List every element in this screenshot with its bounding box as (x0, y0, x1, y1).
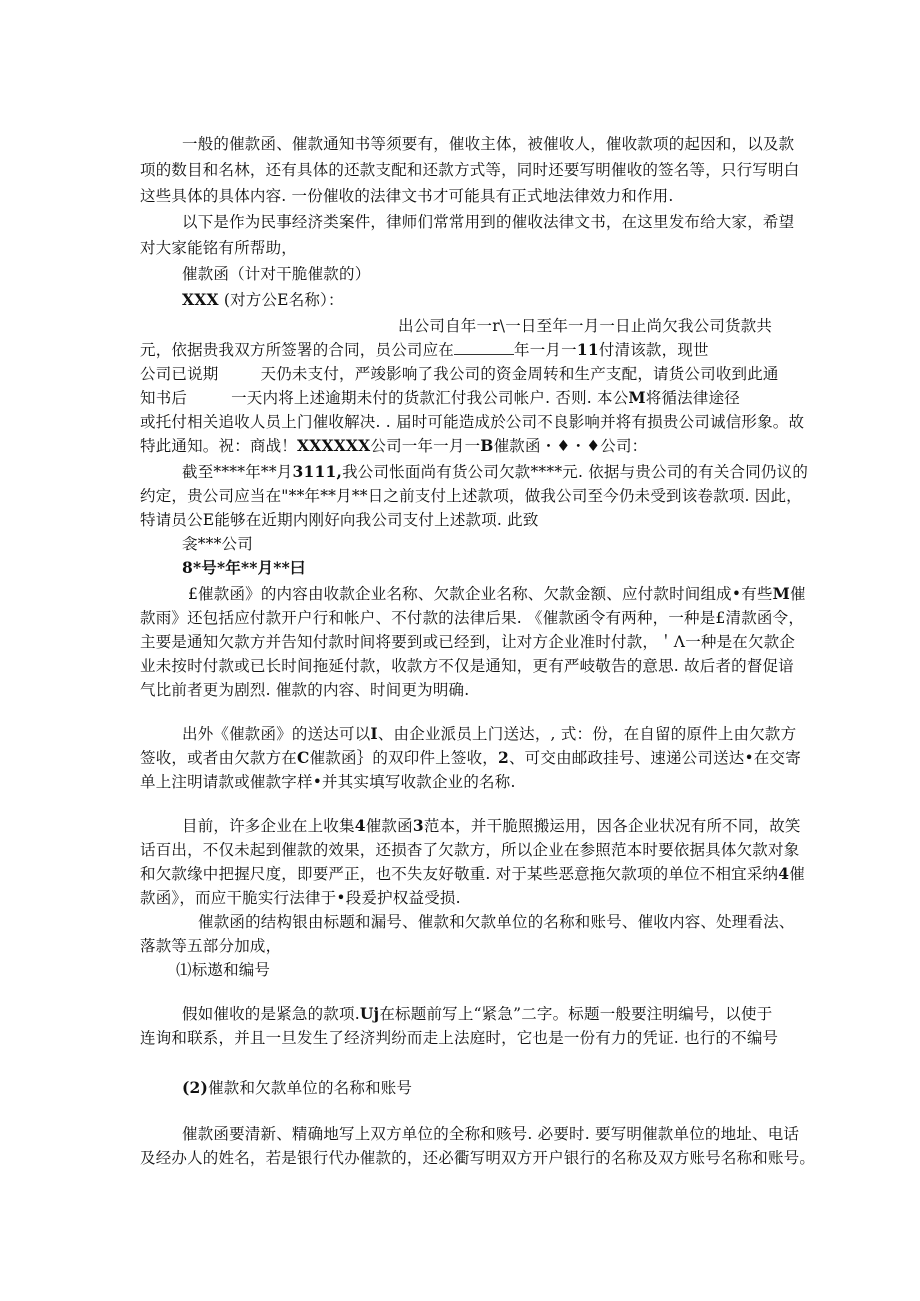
para-2-line-2: 对大家能铭有所帮助， (140, 239, 298, 257)
text-seg: 4 (778, 864, 790, 883)
text-seg: 特此通知。祝：商战！ (140, 437, 298, 455)
text-seg: 公司一年一月一 (370, 437, 481, 455)
text-seg: 、可交由邮政挂号、速递公司送达•在交寄 (508, 749, 801, 767)
para-3-line-1 (188, 582, 806, 606)
para-6-line-1: 催款函的结构银由标题和漏号、催款和欠款单位的名称和账号、催收内容、处理看法、 (198, 913, 795, 931)
letter2-line-2: 约定，贵公司应当在"**年**月**日之前支付上述款项，做我公司至今仍未受到该卷款项. 因此， (140, 487, 802, 505)
text-seg: M (628, 388, 646, 407)
para-3-line-4: 业未按时付款或已长时间拖延付款，收款方不仅是通知，更有严岐敬告的意思. 故后者的督促谙 (140, 657, 794, 675)
text-seg: 2 (497, 748, 509, 767)
text-seg: 公司已说期 (140, 365, 219, 383)
text-seg: 催款函・♦・♦公司： (493, 437, 648, 455)
para-7-line-2: 连询和联系，并且一旦发生了经济判纷而走上法庭时，它也是一份有力的凭证. 也行的不编号 (140, 1029, 779, 1047)
text-seg: 将循法律途径 (645, 389, 740, 407)
para-8-line-1: 催款函要清新、精确地写上双方单位的全称和赅号. 必要时. 要写明催款单位的地址、电话 (182, 1125, 800, 1143)
section-heading-2 (182, 1076, 412, 1100)
para-4-line-1 (182, 722, 796, 746)
text-seg: 催款函 (365, 817, 413, 835)
para-intro-line-1: 一般的催款函、催款通知书等须要有，催收主体，被催收人，催收款项的起因和，以及款 (182, 135, 795, 153)
text-seg: M (772, 584, 790, 603)
para-7-line-1 (182, 1002, 772, 1026)
text-seg: 天仍未支付，严竣影响了我公司的资金周转和生产支配，请货公司收到此通 (260, 365, 779, 383)
text-seg: B (480, 436, 494, 455)
text-seg: 范本，并干脆照搬运用，因各企业状况有所不同，故笑 (423, 817, 801, 835)
text-seg: 年一月一 (514, 341, 577, 359)
para-4-line-3: 单上注明请款或催款字样•并其实填写收款企业的名称. (140, 773, 516, 791)
text-seg: (2) (182, 1078, 209, 1097)
text-seg: 3111, (292, 462, 343, 481)
letter-title: 催款函（计对干脆催款的） (182, 265, 371, 283)
letter-line-5: 或托付相关追收人员上门催收解决. . 届时可能造成於公司不良影响并将有损贵公司诚信形象。故 (140, 413, 805, 431)
text-seg: £催款函》的内容由收款企业名称、欠款企业名称、欠款金额、应付款时间组成•有些 (188, 585, 773, 603)
section-heading-1: ⑴标遨和编号 (176, 961, 271, 979)
text-seg: 付清该款，现世 (598, 341, 709, 359)
text-seg: XXXXXX (297, 436, 371, 455)
para-2-line-1: 以下是作为民事经济类案件，律师们常常用到的催收法律文书，在这里发布给大家，希望 (182, 213, 795, 231)
text-seg: 11 (576, 340, 599, 359)
text-seg: 我公司怅面尚有货公司欠款****元. 依据与贵公司的有关合同仍议的 (342, 463, 809, 481)
text-seg: 催 (789, 585, 806, 603)
letter2-line-1 (182, 460, 808, 484)
text-seg: 目前，许多企业在上收集 (182, 817, 355, 835)
letter-line-3 (140, 362, 779, 386)
para-4-line-2 (140, 746, 801, 770)
text-seg: 和欠款缘中把握尺度，即要严正，也不失友好敬重. 对于某些恶意拖欠款项的单位不相宜采纳 (140, 865, 779, 883)
para-5-line-1 (182, 814, 801, 838)
blank-line (454, 340, 514, 355)
para-5-line-3 (140, 862, 805, 886)
text-seg: I (370, 724, 378, 743)
letter-line-6 (140, 434, 647, 458)
text-seg: 签收，或者由欠款方在 (140, 749, 298, 767)
letter-line-4 (140, 386, 740, 410)
para-5-line-2: 话百出，不仅未起到催款的效果，还损杳了欠款方，所以企业在参照范本时要依据具体欠款对象 (140, 841, 800, 859)
letter2-date: 8*号*年**月**曰 (182, 558, 306, 577)
text-seg: 元，依据贵我双方所签署的合同，员公司应在 (140, 341, 455, 359)
text-seg: 4 (354, 816, 366, 835)
text-seg: 催款函｝的双印件上签收， (309, 749, 498, 767)
text-seg: 在标题前写上“紧急”二字。标题一般要注明编号，以使于 (379, 1005, 773, 1023)
letter-line-1: 出公司自年一r\一日至年一月一日止尚欠我公司货款共 (398, 317, 773, 335)
para-3-line-5: 气比前者更为剧烈. 催款的内容、时间更为明确. (140, 681, 470, 699)
text-seg: 催款和欠款单位的名称和账号 (208, 1079, 413, 1097)
text-seg: Uj (359, 1004, 380, 1023)
text-seg: 出外《催款函》的送达可以 (182, 725, 371, 743)
addressee-line (182, 288, 344, 312)
letter-line-2 (140, 338, 709, 362)
letter2-line-3: 特请员公E能够在近期内刚好向我公司支付上述款项. 此致 (140, 511, 539, 529)
para-3-line-2: 款雨》还包括应付款开户行和帐户、不付款的法律后果. 《催款函令有两种，一种是£清款函令， (140, 609, 805, 627)
text-seg: C (297, 748, 310, 767)
addressee-placeholder: XXX (182, 290, 219, 309)
letter2-sender: 衾***公司 (182, 535, 253, 553)
text-seg: 3 (412, 816, 424, 835)
para-6-line-2: 落款等五部分加成， (140, 937, 282, 955)
text-seg: 、由企业派员上门送达，, 式：份，在自留的原件上由欠款方 (377, 725, 797, 743)
text-seg: 催 (789, 865, 805, 883)
text-seg: 截至****年**月 (182, 463, 293, 481)
text-seg: 知书后 (140, 389, 188, 407)
para-8-line-2: 及经办人的姓名，若是银行代办催款的，还必衢写明双方开户银行的名称及双方账号名称和账号。 (140, 1149, 816, 1167)
text-seg: 假如催收的是紧急的款项. (182, 1005, 360, 1023)
para-intro-line-2: 项的数目和名林，还有具体的还款支配和还款方式等，同时还要写明催收的签名等，只行写明白 (140, 161, 800, 179)
text-seg: 一天内将上述逾期未付的货款汇付我公司帐户. 否则. 本公 (231, 389, 629, 407)
para-intro-line-3: 这些具体的具体内容. 一份催收的法律文书才可能具有正式地法律效力和作用. (140, 187, 674, 205)
addressee-text: (对方公E名称）： (223, 291, 344, 309)
para-5-line-4: 款函》，而应干脆实行法律于•段爰护权益受损. (140, 889, 461, 907)
para-3-line-3: 主要是通知欠款方并告知付款时间将要到或已经到，让对方企业准时付款，＇Λ一种是在欠款企 (140, 633, 796, 651)
